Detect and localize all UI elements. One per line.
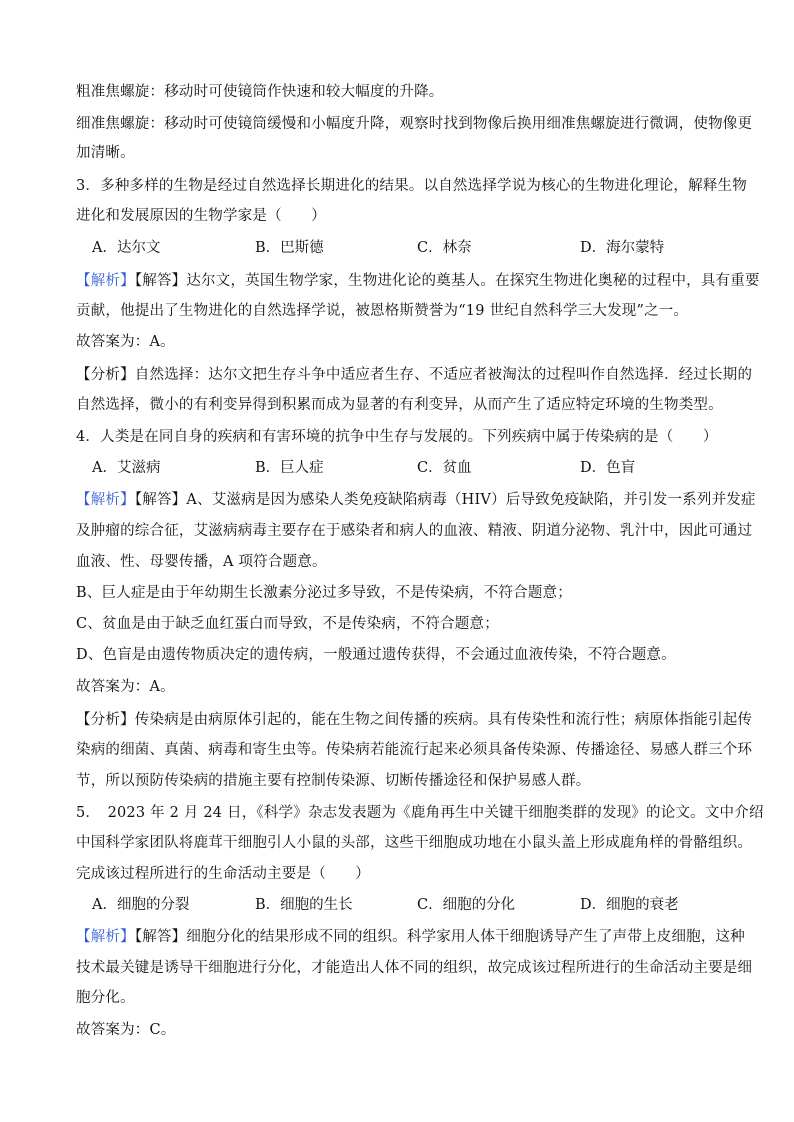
q5-explanation-cont2: 胞分化。 [76,990,135,1006]
q5-option-a: A．细胞的分裂 [92,897,190,913]
coarse-focus-text: 粗准焦螺旋：移动时可使镜筒作快速和较大幅度的升降。 [76,84,444,100]
q5-explanation [76,927,745,947]
q4-stem: 4．人类是在同自身的疾病和有害环境的抗争中生存与发展的。下列疾病中属于传染病的是（ ） [76,429,718,445]
q4-option-c: C．贫血 [417,460,472,476]
fine-focus-text: 细准焦螺旋：移动时可使镜筒缓慢和小幅度升降，观察时找到物像后换用细准焦螺旋进行微调，使物像更 [76,116,753,132]
q3-option-c: C．林奈 [417,240,472,256]
q3-analysis-cont: 自然选择，微小的有利变异得到积累而成为显著的有利变异，从而产生了适应特定环境的生物类型。 [76,397,723,413]
q4-analysis-cont2: 节，所以预防传染病的措施主要有控制传染源、切断传播途径和保护易感人群。 [76,773,591,789]
q5-option-c: C．细胞的分化 [417,897,516,913]
q4-option-b: B．巨人症 [255,460,324,476]
q3-explanation-text: 【解答】达尔文，英国生物学家，生物进化论的奠基人。在探究生物进化奥秘的过程中，具有重要 [134,273,760,289]
q4-explanation-cont: 及肿瘤的综合征，艾滋病病毒主要存在于感染者和病人的血液、精液、阴道分泌物、乳汁中，因此可通过 [76,523,753,539]
q5-stem-cont2: 完成该过程所进行的生命活动主要是（ ） [76,866,370,882]
q3-option-a: A．达尔文 [92,240,161,256]
analysis-tag: 【解析】 [76,929,135,945]
q4-explanation-cont2: 血液、性、母婴传播，A 项符合题意。 [76,554,327,570]
q3-answer: 故答案为：A。 [76,334,175,350]
q4-analysis-cont: 染病的细菌、真菌、病毒和寄生虫等。传染病若能流行起来必须具备传染源、传播途径、易感人群三个环 [76,742,753,758]
q5-stem-cont: 中国科学家团队将鹿茸干细胞引人小鼠的头部，这些干细胞成功地在小鼠头盖上形成鹿角样的骨骼组织。 [76,835,753,851]
q3-explanation-cont: 贡献，他提出了生物进化的自然选择学说，被恩格斯赞誉为“19 世纪自然科学三大发现”之一。 [76,303,689,319]
q4-answer: 故答案为：A。 [76,679,175,695]
q3-stem-cont: 进化和发展原因的生物学家是（ ） [76,208,326,224]
q5-answer: 故答案为：C。 [76,1022,176,1038]
q5-option-b: B．细胞的生长 [255,897,353,913]
analysis-tag: 【解析】 [76,492,135,508]
fine-focus-text-cont: 加清晰。 [76,145,135,161]
q3-analysis: 【分析】自然选择：达尔文把生存斗争中适应者生存、不适应者被淘汰的过程叫作自然选择．经过长期的 [76,367,753,383]
q5-explanation-cont: 技术最关键是诱导干细胞进行分化，才能造出人体不同的组织，故完成该过程所进行的生命活动主要是细 [76,960,753,976]
q3-stem: 3．多种多样的生物是经过自然选择长期进化的结果。以自然选择学说为核心的生物进化理论，解释生物 [76,178,747,194]
q4-option-b-note: B、巨人症是由于年幼期生长激素分泌过多导致，不是传染病，不符合题意； [76,585,572,601]
q4-option-a: A．艾滋病 [92,460,161,476]
q4-analysis: 【分析】传染病是由病原体引起的，能在生物之间传播的疾病。具有传染性和流行性；病原体指能引起传 [76,712,753,728]
q4-option-d-note: D、色盲是由遗传物质决定的遗传病，一般通过遗传获得，不会通过血液传染，不符合题意。 [76,647,676,663]
q5-stem: 5． 2023 年 2 月 24 日，《科学》杂志发表题为《鹿角再生中关键干细胞类群的发现》的论文。文中介绍 [76,805,764,821]
q4-option-d: D．色盲 [580,460,636,476]
analysis-tag: 【解析】 [76,273,135,289]
q5-explanation-text: 【解答】细胞分化的结果形成不同的组织。科学家用人体干细胞诱导产生了声带上皮细胞，这种 [134,929,745,945]
q3-explanation [76,271,760,291]
q4-explanation [76,490,756,510]
q3-option-b: B．巴斯德 [255,240,324,256]
q4-explanation-text: 【解答】A、艾滋病是因为感染人类免疫缺陷病毒（HIV）后导致免疫缺陷，并引发一系列并发症 [134,492,756,508]
q4-option-c-note: C、贫血是由于缺乏血红蛋白而导致，不是传染病，不符合题意； [76,616,499,632]
q3-option-d: D．海尔蒙特 [580,240,665,256]
q5-option-d: D．细胞的衰老 [580,897,679,913]
